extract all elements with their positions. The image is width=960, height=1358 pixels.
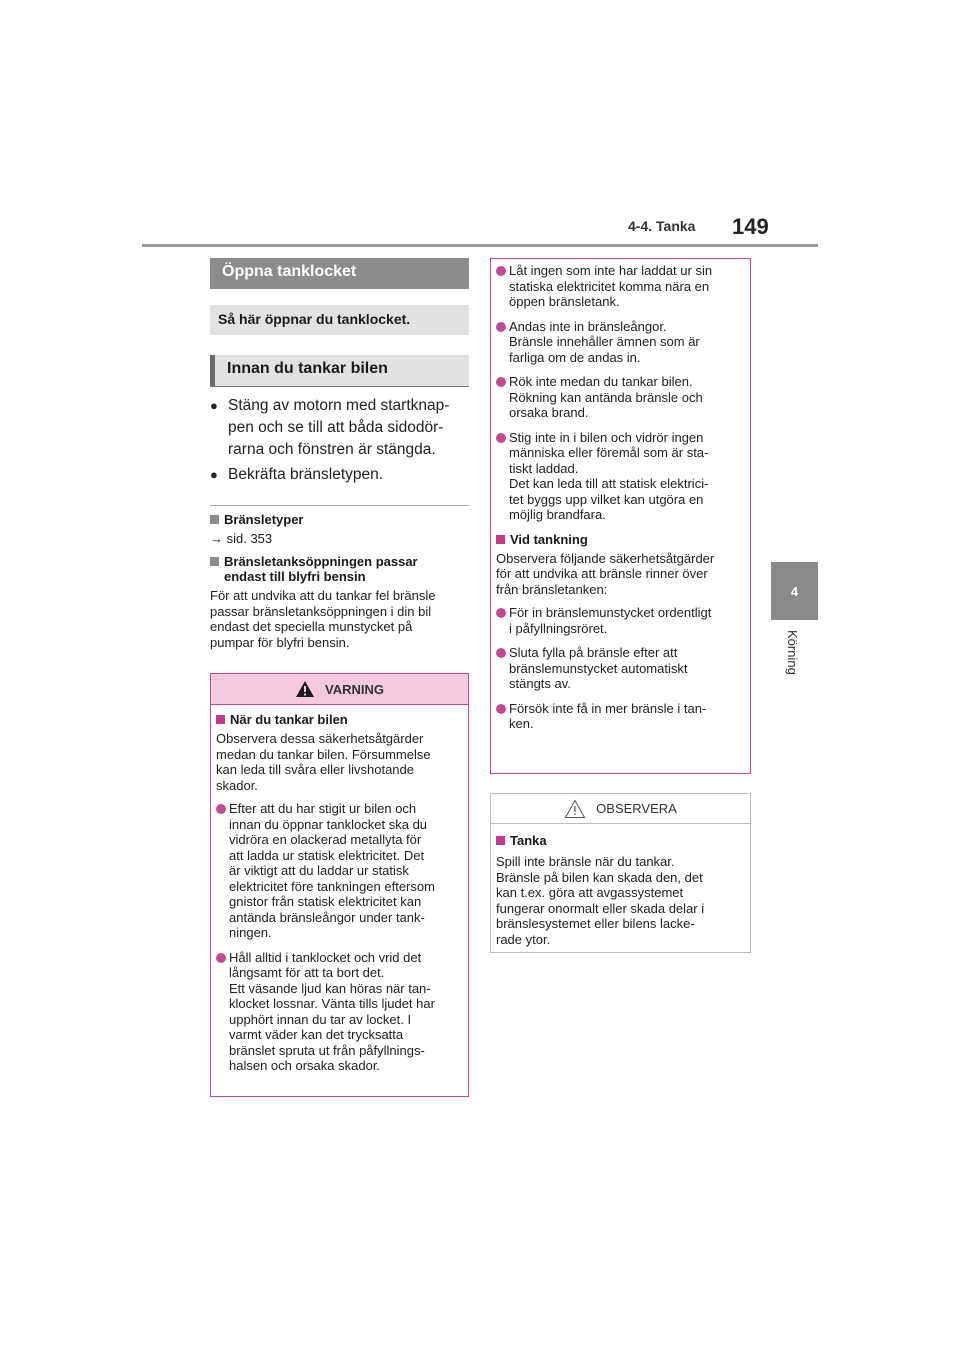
notice-text: Spill inte bränsle när du tankar. Bränsle på bilen kan skada den, det kan t.ex. göra att avgassystemet fungerar onormalt eller skada delar i bränslesystemet eller bilens lacke- rade ytor. — [496, 854, 705, 947]
notice-title-bar — [491, 794, 750, 824]
warning-continued-box — [490, 258, 751, 774]
fuel-types-ref[interactable]: → sid. 353 — [210, 531, 273, 546]
warning-item: För in bränslemunstycket ordentligt i påfyllningsröret. — [496, 605, 745, 636]
instruction-list — [210, 395, 469, 486]
section-title: 4-4. Tanka — [628, 218, 696, 234]
notice-heading: Tanka — [496, 833, 745, 848]
warning-text: Observera dessa säkerhetsåtgärder medan du tankar bilen. Försummelse kan leda till svåra eller livshotande skador. — [216, 731, 431, 793]
notice-box — [490, 793, 751, 953]
intro-text: Så här öppnar du tanklocket. — [210, 305, 469, 335]
warning-title: VARNING — [325, 681, 384, 697]
refuel-heading: Vid tankning — [496, 532, 745, 547]
opening-text: För att undvika att du tankar fel bränsle passar bränsletanksöppningen i din bil endast det speciella munstycket på pumpar för blyfri bensin. — [210, 588, 436, 650]
notice-title: OBSERVERA — [596, 801, 677, 816]
instruction-item: ● Stäng av motorn med startknap- pen och se till att båda sidodör- rarna och fönstren är stängda. — [210, 395, 469, 461]
main-heading: Öppna tanklocket — [210, 258, 469, 289]
warning-title-bar — [211, 674, 468, 705]
page-number: 149 — [732, 214, 769, 239]
fuel-types-heading: Bränsletyper — [210, 512, 469, 527]
divider — [210, 505, 469, 506]
header-rule — [142, 244, 818, 247]
left-column — [210, 258, 469, 650]
warning-item: Låt ingen som inte har laddat ur sin statiska elektricitet komma nära en öppen bränsletank. — [496, 263, 745, 310]
warning-item: Försök inte få in mer bränsle i tan- ken. — [496, 701, 745, 732]
chapter-label-text: Körning — [785, 630, 800, 675]
chapter-tab[interactable]: 4 — [771, 562, 818, 620]
refuel-list — [496, 605, 745, 732]
warning-heading: När du tankar bilen — [216, 712, 463, 727]
warning-continued-list — [496, 263, 745, 523]
chapter-label — [771, 628, 818, 688]
sub-heading-rule — [210, 386, 469, 387]
opening-heading: Bränsletanksöppningen passar endast till blyfri bensin — [210, 554, 469, 584]
sub-heading: Innan du tankar bilen — [210, 355, 469, 386]
warning-item: Efter att du har stigit ur bilen och innan du öppnar tanklocket ska du vidröra en olackerad metallyta för att ladda ur statisk elektricitet. Det är viktigt att du laddar ur statisk elektricitet före tankningen eftersom gnistor från statisk elektricitet kan antända bränsleångor under tank- ningen. — [216, 801, 463, 941]
refuel-text: Observera följande säkerhetsåtgärder för att undvika att bränsle rinner över från bränsletanken: — [496, 550, 715, 597]
warning-box — [210, 673, 469, 1097]
warning-item: Stig inte in i bilen och vidrör ingen människa eller föremål som är sta- tiskt laddad. Det kan leda till att statisk elektrici- tet byggs upp vilket kan utgöra en möjlig brandfara. — [496, 430, 745, 523]
instruction-item: ● Bekräfta bränsletypen. — [210, 464, 469, 486]
warning-item: Andas inte in bränsleångor. Bränsle innehåller ämnen som är farliga om de andas in. — [496, 319, 745, 366]
warning-triangle-icon — [295, 680, 315, 698]
warning-list — [216, 801, 463, 1074]
warning-item: Håll alltid i tanklocket och vrid det långsamt för att ta bort det. Ett väsande ljud kan höras när tan- klocket lossnar. Vänta tills ljudet har upphört innan du tar av locket. I varmt väder kan det trycksatta bränslet spruta ut från påfyllnings- halsen och orsaka skador. — [216, 950, 463, 1074]
warning-item: Rök inte medan du tankar bilen. Rökning kan antända bränsle och orsaka brand. — [496, 374, 745, 421]
caution-triangle-icon — [564, 799, 586, 819]
warning-item: Sluta fylla på bränsle efter att bränslemunstycket automatiskt stängts av. — [496, 645, 745, 692]
